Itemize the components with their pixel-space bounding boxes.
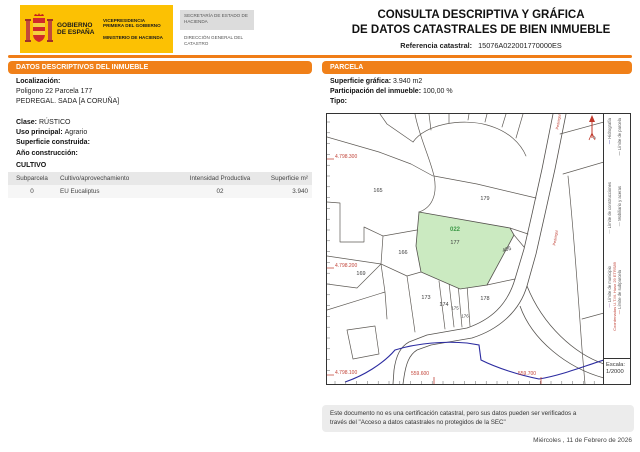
- cultivo-table-header: [8, 172, 312, 185]
- vicepresidencia-label: VICEPRESIDENCIA PRIMERA DEL GOBIERNO: [103, 17, 161, 29]
- parcel-map-drawing: [327, 114, 604, 384]
- utm-coord-559700: 559.700: [518, 371, 537, 377]
- localizacion-line2: PEDREGAL. SADA [A CORUÑA]: [16, 98, 120, 105]
- title-line2: DE DATOS CATASTRALES DE BIEN INMUEBLE: [351, 24, 611, 36]
- legend-dash-icon: —: [607, 139, 612, 145]
- ministries-block: [103, 18, 165, 41]
- cell-superficie: 3.940: [292, 188, 308, 195]
- utm-coord-4798200: 4.798.200: [335, 263, 358, 269]
- legend-item-hidrografia: Hidrografía: [607, 118, 612, 139]
- cell-subparcela: 0: [30, 188, 34, 195]
- map-label-166: 166: [398, 250, 408, 256]
- map-label-178: 178: [480, 296, 490, 302]
- legend-item-mobiliario: Mobiliario y aceras: [617, 186, 622, 221]
- anio-construccion-label: Año construcción:: [16, 150, 78, 157]
- cadastral-reference: [330, 41, 632, 50]
- cultivo-title: CULTIVO: [16, 162, 47, 169]
- reference-value: 15076A022001770000ES: [478, 41, 562, 50]
- col-intensidad: Intensidad Productiva: [189, 175, 251, 182]
- gobierno-espana-label: GOBIERNO DE ESPAÑA: [57, 21, 95, 36]
- map-label-179: 179: [480, 196, 490, 202]
- title-line1: CONSULTA DESCRIPTIVA Y GRÁFICA: [377, 9, 585, 21]
- col-superficie: Superficie m²: [270, 175, 308, 182]
- legend-dash-icon: —: [617, 151, 622, 156]
- road-name-label-mid: Pedregal: [552, 230, 559, 246]
- highlighted-parcel-polygon: [416, 212, 514, 289]
- tipo-label: Tipo:: [330, 98, 347, 105]
- superficie-construida-label: Superficie construida:: [16, 139, 90, 146]
- col-cultivo: Cultivo/aprovechamiento: [60, 175, 130, 182]
- right-panel-header: PARCELA: [322, 61, 632, 74]
- map-legend-strip: [603, 114, 630, 384]
- utm-coord-4798100: 4.798.100: [335, 370, 358, 376]
- legend-item-limite-subparcela: Límite de subparcela: [617, 270, 622, 309]
- certification-notice: [322, 405, 634, 432]
- spain-coat-of-arms-icon: [24, 11, 54, 47]
- utm-coord-4798300: 4.798.300: [335, 154, 358, 160]
- cultivo-table: [8, 172, 312, 198]
- legend-dash-icon: —: [617, 222, 622, 227]
- col-subparcela: Subparcela: [16, 175, 48, 182]
- hydrography-line: [345, 342, 604, 382]
- cell-cultivo: EU Eucaliptus: [60, 188, 100, 195]
- localizacion-line1: Poligono 22 Parcela 177: [16, 88, 93, 95]
- localizacion-label: Localización:: [16, 78, 61, 85]
- legend-dash-icon: —: [607, 303, 612, 308]
- document-date: Miércoles , 11 de Febrero de 2026: [533, 437, 632, 444]
- scale-box: [604, 358, 630, 384]
- left-panel-header: DATOS DESCRIPTIVOS DEL INMUEBLE: [8, 61, 312, 74]
- ministerio-label: MINISTERIO DE HACIENDA: [103, 34, 163, 40]
- uso-label: Uso principal:: [16, 129, 63, 136]
- utm-coord-559600: 559.600: [411, 371, 430, 377]
- reference-label: Referencia catastral:: [400, 41, 473, 50]
- clase-label: Clase:: [16, 119, 38, 126]
- map-label-405: 405: [501, 245, 513, 255]
- government-banner: [20, 5, 173, 53]
- table-row: [8, 185, 312, 198]
- legend-item-limite-parcela: Límite de parcela: [617, 118, 622, 151]
- map-label-174: 174: [439, 302, 449, 308]
- superficie-grafica-label: Superficie gráfica:: [330, 78, 392, 85]
- header-divider: [8, 55, 632, 58]
- map-label-173: 173: [421, 295, 431, 301]
- legend-dash-icon: —: [607, 229, 612, 234]
- clase-value: RÚSTICO: [38, 119, 71, 126]
- secretaria-estado-box: SECRETARÍA DE ESTADO DE HACIENDA: [180, 10, 254, 30]
- participacion-value: 100,00 %: [422, 88, 453, 95]
- direccion-general-box: DIRECCIÓN GENERAL DEL CATASTRO: [180, 33, 254, 51]
- legend-item-limite-municipio: Límite de municipio: [607, 266, 612, 303]
- map-label-176: 176: [461, 313, 469, 319]
- participacion-label: Participación del inmueble:: [330, 88, 422, 95]
- cell-intensidad: 02: [216, 188, 224, 195]
- superficie-grafica-value: 3.940 m2: [393, 78, 423, 85]
- map-label-subparcel-022: 022: [449, 227, 461, 233]
- map-label-169: 169: [356, 271, 366, 277]
- notice-line2: través del "Acceso a datos catastrales no protegidos de la SEC": [330, 418, 506, 426]
- scale-label: Escala:: [606, 362, 626, 368]
- legend-dash-icon: —: [617, 310, 622, 315]
- map-label-165: 165: [373, 188, 383, 194]
- north-arrow-letter: A: [593, 135, 597, 140]
- legend-item-limite-construcciones: Límite de construcciones: [607, 182, 612, 229]
- legend-utm-note: Coordenadas U.T.M. Huso 29 ETRS89: [612, 262, 617, 331]
- scale-value: 1/2000: [606, 369, 624, 375]
- notice-line1: Este documento no es una certificación catastral, pero sus datos pueden ser verificados a: [330, 410, 577, 417]
- cadastral-map: [326, 113, 631, 385]
- map-label-177: 177: [450, 240, 460, 246]
- document-title: [330, 8, 632, 38]
- uso-value: Agrario: [64, 129, 88, 136]
- road-name-label-top: Pedregal: [555, 114, 562, 130]
- map-label-175: 175: [451, 305, 459, 311]
